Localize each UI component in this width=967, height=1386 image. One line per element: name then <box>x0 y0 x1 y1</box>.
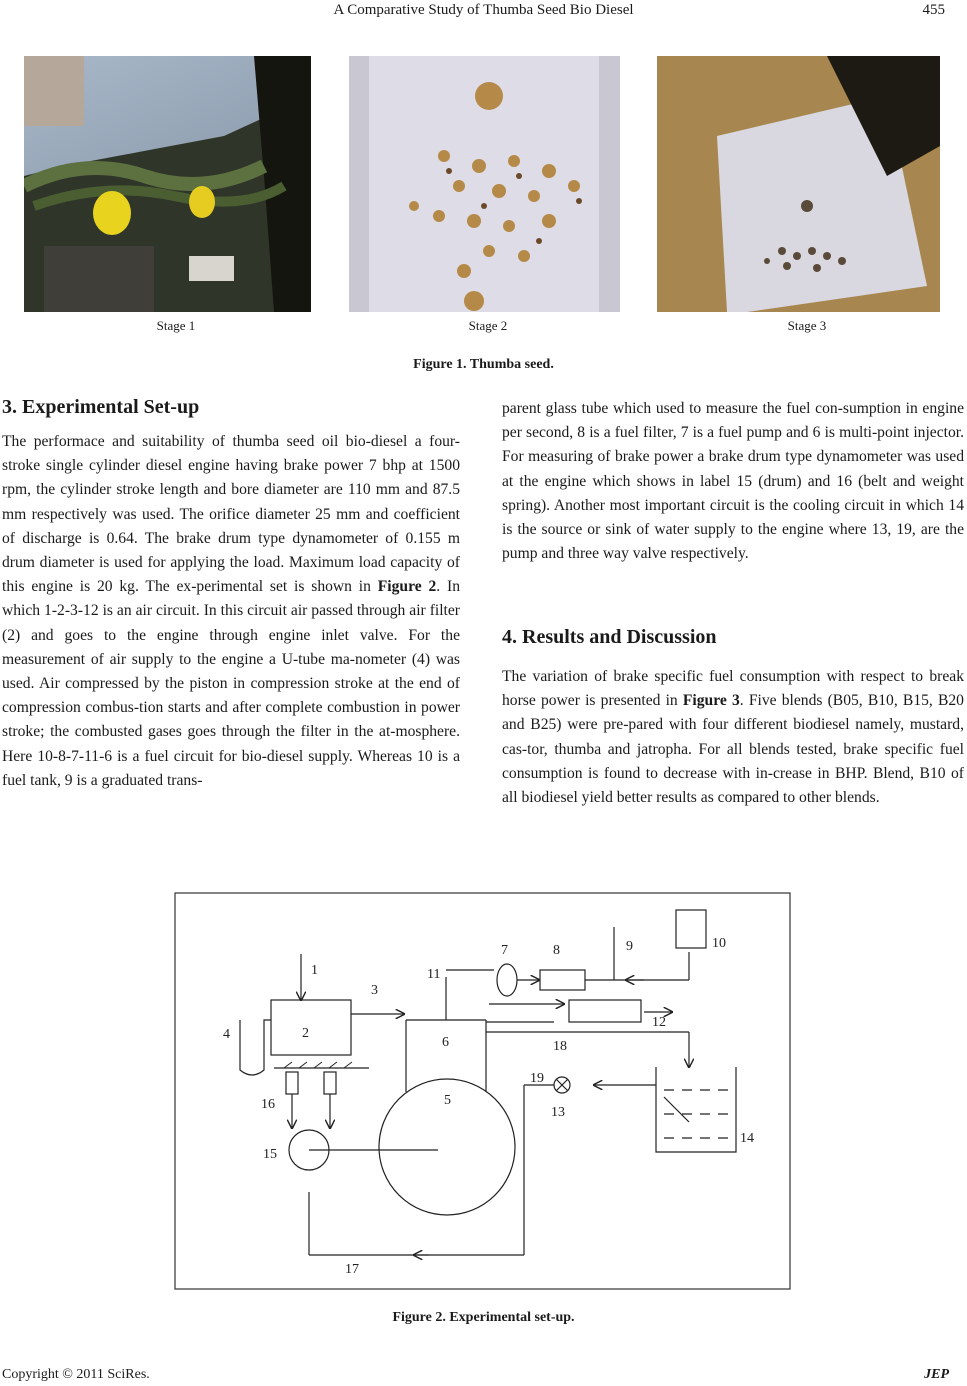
stage-1-label: Stage 1 <box>156 318 196 333</box>
diagram-label-14: 14 <box>740 1131 754 1146</box>
figure-3-reference[interactable]: Figure 3 <box>682 692 740 710</box>
photo-stage-1 <box>24 56 311 312</box>
figure-2-caption: Figure 2. Experimental set-up. <box>392 1310 575 1325</box>
figure-2-reference[interactable]: Figure 2 <box>377 578 437 596</box>
diagram-label-10: 10 <box>712 936 726 951</box>
diagram-label-2: 2 <box>302 1026 309 1041</box>
running-header-title: A Comparative Study of Thumba Seed Bio Diesel <box>333 2 634 18</box>
page-number: 455 <box>922 2 945 18</box>
experimental-setup-diagram <box>174 892 792 1292</box>
diagram-label-16: 16 <box>261 1097 275 1112</box>
journal-abbreviation: JEP <box>924 1367 949 1382</box>
diagram-label-5: 5 <box>444 1093 451 1108</box>
diagram-label-13: 13 <box>551 1105 565 1120</box>
figure-1-caption: Figure 1. Thumba seed. <box>413 357 554 372</box>
section-4-paragraph-1 <box>502 665 964 810</box>
photo-stage-3 <box>657 56 940 312</box>
section-3-text-b: . In which 1-2-3-12 is an air circuit. In this circuit air passed through air filter (2) and goes to the engine through engine inlet valve. For the measurement of air supply to the engine a U-tube ma-nometer (4) was used. Air compressed by the piston in compression stroke at the end of compression combus-tion starts and after complete combustion in power stroke; the combusted gases goes through the filter in the at-mosphere. Here 10-8-7-11-6 is a fuel circuit for bio-diesel supply. Whereas 10 is a fuel tank, 9 is a graduated trans- <box>2 578 460 789</box>
diagram-label-4: 4 <box>223 1027 230 1042</box>
diagram-label-18: 18 <box>553 1039 567 1054</box>
section-3-paragraph-2-text: parent glass tube which used to measure the fuel con-sumption in engine per second, 8 is a fuel filter, 7 is a fuel pump and 6 is multi-point injector. For measuring of brake power a brake drum type dynamometer was used at the engine which shows in label 15 (drum) and 16 (belt and weight spring). Another most important circuit is the cooling circuit in which 14 is the source or sink of water supply to the engine where 13, 19, are the pump and three way valve respectively. <box>502 400 964 563</box>
diagram-label-11: 11 <box>427 967 441 982</box>
section-4-heading: 4. Results and Discussion <box>502 626 717 648</box>
fuel-filter <box>540 970 585 990</box>
diagram-label-17: 17 <box>345 1262 359 1277</box>
air-filter-box <box>271 1000 351 1055</box>
water-tank <box>656 1067 736 1152</box>
exhaust-filter <box>569 1000 641 1022</box>
section-4-text-a: The variation of brake specific fuel consumption with respect to break horse power is presented in <box>502 668 964 710</box>
photo-stage-2 <box>349 56 620 312</box>
section-3-paragraph-1 <box>2 430 460 793</box>
section-3-paragraph-2 <box>502 397 964 566</box>
diagram-label-19: 19 <box>530 1071 544 1086</box>
diagram-label-15: 15 <box>263 1147 277 1162</box>
section-4-text-b: . Five blends (B05, B10, B15, B20 and B25) were pre-pared with four different biodiesel namely, mustard, cas-tor, thumba and jatropha. For all blends tested, brake specific fuel consumption is found to decrease with in-crease in BHP. Blend, B10 of all biodiesel yield better results as compared to other blends. <box>502 692 964 807</box>
diagram-label-3: 3 <box>371 983 378 998</box>
diagram-label-1: 1 <box>311 963 318 978</box>
stage-3-label: Stage 3 <box>787 318 827 333</box>
section-3-text-a: The performace and suitability of thumba seed oil bio-diesel a four-stroke single cylinder diesel engine having brake power 7 bhp at 1500 rpm, the cylinder stroke length and bore diameter are 110 mm and 87.5 mm respectively was used. The orifice diameter 25 mm and coefficient of discharge is 0.64. The brake drum type dynamometer of 0.155 m drum diameter is used for applying the load. Maximum load capacity of this engine is 20 kg. The ex-perimental set is shown in <box>2 433 460 596</box>
diagram-label-9: 9 <box>626 939 633 954</box>
stage-2-label: Stage 2 <box>468 318 508 333</box>
diagram-label-12: 12 <box>652 1015 666 1030</box>
fuel-tank <box>676 910 706 948</box>
diagram-label-7: 7 <box>501 943 508 958</box>
diagram-label-8: 8 <box>553 943 560 958</box>
diagram-label-6: 6 <box>442 1035 449 1050</box>
fuel-pump <box>497 964 517 996</box>
section-3-heading: 3. Experimental Set-up <box>2 396 200 418</box>
copyright-notice: Copyright © 2011 SciRes. <box>2 1367 150 1382</box>
